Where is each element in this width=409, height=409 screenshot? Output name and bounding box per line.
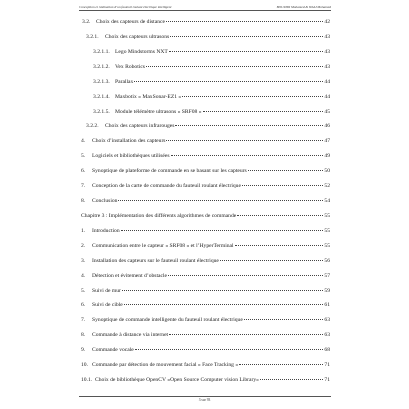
toc-entry-number: 3.2.1.4. xyxy=(93,94,110,100)
toc-entry-number: 3.2.1.1. xyxy=(93,49,110,55)
toc-entry[interactable] xyxy=(81,360,330,369)
toc-chapter-entry[interactable] xyxy=(81,211,330,220)
toc-leader-dots xyxy=(242,180,323,186)
toc-entry-title: Logiciels et bibliothèques utilisées xyxy=(92,153,170,159)
toc-entry-page: 71 xyxy=(324,377,330,383)
toc-entry-title: Vex Robotics xyxy=(115,64,145,70)
toc-entry-number: 3.2. xyxy=(82,19,91,25)
toc-entry[interactable] xyxy=(81,166,330,175)
toc-entry[interactable] xyxy=(86,32,330,41)
toc-leader-dots xyxy=(237,210,323,216)
toc-leader-dots xyxy=(169,329,323,335)
toc-entry[interactable] xyxy=(81,136,330,145)
toc-entry-page: 55 xyxy=(324,228,330,234)
toc-leader-dots xyxy=(235,240,324,246)
toc-entry-title: Module télémètre ultrasons « SRF08 » xyxy=(115,109,202,115)
toc-entry-title: Maxbotix « MaxSonar-EZ1 » xyxy=(115,94,182,100)
toc-entry[interactable] xyxy=(93,62,330,71)
toc-entry-page: 55 xyxy=(324,243,330,249)
toc-entry[interactable] xyxy=(81,151,330,160)
toc-leader-dots xyxy=(146,61,323,67)
toc-entry-page: 43 xyxy=(324,34,330,40)
toc-entry[interactable] xyxy=(81,196,330,205)
toc-entry[interactable] xyxy=(93,47,330,56)
toc-entry-number: 1. xyxy=(81,228,86,234)
toc-entry-page: 50 xyxy=(324,168,330,174)
toc-entry-title: Commande vocale xyxy=(92,347,134,353)
toc-entry-page: 46 xyxy=(324,123,330,129)
toc-entry-number: 3. xyxy=(81,258,86,264)
toc-entry-title: Détection et évitement d’obstacle xyxy=(92,273,168,279)
toc-entry-number: 3.2.1.5. xyxy=(93,109,110,115)
toc-entry-page: 54 xyxy=(324,198,330,204)
toc-entry-title: Chapitre 3 : Implémentation des différents algorithmes de commande xyxy=(81,213,237,219)
toc-leader-dots xyxy=(171,150,324,156)
toc-entry-title: Choix de bibliothèque OpenCV «Open Source Computer vision Library» xyxy=(95,377,259,383)
toc-entry-page: 56 xyxy=(324,258,330,264)
toc-entry-page: 63 xyxy=(324,332,330,338)
toc-entry-number: 8. xyxy=(81,332,86,338)
toc-entry-number: 3.2.1. xyxy=(86,34,99,40)
toc-entry-title: Communication entre le capteur « SRF08 » et l’HyperTerminal xyxy=(92,243,234,249)
toc-entry[interactable] xyxy=(81,181,330,190)
toc-entry-page: 68 xyxy=(324,347,330,353)
toc-entry-number: 7. xyxy=(81,183,86,189)
toc-entry[interactable] xyxy=(93,92,330,101)
toc-entry-title: Conclusion xyxy=(92,198,118,204)
toc-entry-number: 7. xyxy=(81,317,86,323)
toc-entry-number: 5. xyxy=(81,153,86,159)
toc-entry-title: Suivi de cible xyxy=(92,302,123,308)
toc-entry-page: 43 xyxy=(324,64,330,70)
toc-entry-number: 3.2.2. xyxy=(86,123,99,129)
toc-leader-dots xyxy=(166,16,323,22)
toc-entry-number: 5. xyxy=(81,288,86,294)
toc-leader-dots xyxy=(244,314,324,320)
toc-entry-title: Commande par détection de mouvement facial « Face Tracking » xyxy=(92,362,239,368)
toc-leader-dots xyxy=(124,299,324,305)
toc-entry-title: Choix des capteurs ultrasons xyxy=(105,34,170,40)
toc-entry-number: 9. xyxy=(81,347,86,353)
toc-entry-page: 49 xyxy=(324,153,330,159)
footer-rule xyxy=(79,396,331,397)
toc-entry-page: 47 xyxy=(324,138,330,144)
toc-entry-number: 10.1. xyxy=(81,377,93,383)
toc-entry-page: 71 xyxy=(324,362,330,368)
toc-leader-dots xyxy=(166,135,323,141)
toc-entry[interactable] xyxy=(81,256,330,265)
toc-leader-dots xyxy=(175,120,323,126)
toc-leader-dots xyxy=(135,344,324,350)
header-rule xyxy=(79,10,331,11)
toc-entry-title: Synoptique de plateforme de commande en se basant sur les capteurs xyxy=(92,168,247,174)
toc-entry[interactable] xyxy=(82,17,330,26)
toc-entry[interactable] xyxy=(81,375,330,384)
toc-leader-dots xyxy=(203,106,324,112)
toc-entry-page: 45 xyxy=(324,109,330,115)
toc-leader-dots xyxy=(260,374,323,380)
toc-entry-title: Introduction xyxy=(92,228,120,234)
toc-leader-dots xyxy=(168,270,323,276)
toc-entry[interactable] xyxy=(81,241,330,250)
toc-entry[interactable] xyxy=(93,107,330,116)
toc-entry[interactable] xyxy=(81,226,330,235)
toc-leader-dots xyxy=(122,285,324,291)
toc-entry-title: Choix d’installation des capteurs xyxy=(92,138,166,144)
toc-entry[interactable] xyxy=(93,77,330,86)
toc-entry-number: 4. xyxy=(81,273,86,279)
toc-entry-page: 42 xyxy=(324,19,330,25)
header-title: Conception et réalisation d’un fauteuil roulant électrique intelligent xyxy=(79,5,172,9)
toc-leader-dots xyxy=(118,195,323,201)
toc-entry-number: 6. xyxy=(81,302,86,308)
toc-entry[interactable] xyxy=(81,330,330,339)
toc-entry-page: 57 xyxy=(324,273,330,279)
toc-entry[interactable] xyxy=(81,300,330,309)
toc-entry[interactable] xyxy=(81,345,330,354)
toc-entry[interactable] xyxy=(81,315,330,324)
toc-entry[interactable] xyxy=(86,121,330,130)
toc-entry-page: 44 xyxy=(324,94,330,100)
toc-entry-title: Installation des capteurs sur le fauteuil roulant électrique xyxy=(92,258,219,264)
toc-entry-number: 3.2.1.2. xyxy=(93,64,110,70)
toc-entry-title: Conception de la carte de commande du fauteuil roulant électrique xyxy=(92,183,241,189)
toc-leader-dots xyxy=(169,46,324,52)
page-number-footer: 3 sur 93 xyxy=(198,398,211,402)
toc-entry-title: Synoptique de commande intelligente du fauteuil roulant électrique xyxy=(92,317,243,323)
toc-entry[interactable] xyxy=(81,286,330,295)
toc-leader-dots xyxy=(134,76,323,82)
toc-entry-title: Commande à distance via internet xyxy=(92,332,169,338)
toc-entry-number: 4. xyxy=(81,138,86,144)
header-authors: BOUZIDI Mohamed & WALI Mohamed xyxy=(276,5,331,9)
toc-entry-page: 59 xyxy=(324,288,330,294)
toc-entry-title: Choix des capteurs de distance xyxy=(96,19,165,25)
toc-entry-title: Lego Mindstorms NXT xyxy=(115,49,168,55)
toc-entry[interactable] xyxy=(81,271,330,280)
toc-leader-dots xyxy=(248,165,324,171)
toc-leader-dots xyxy=(170,31,323,37)
toc-entry-number: 3.2.1.3. xyxy=(93,79,110,85)
toc-entry-page: 55 xyxy=(324,213,330,219)
toc-leader-dots xyxy=(182,91,323,97)
toc-leader-dots xyxy=(220,255,324,261)
toc-entry-number: 6. xyxy=(81,168,86,174)
toc-entry-page: 63 xyxy=(324,317,330,323)
toc-entry-title: Suivi de mur xyxy=(92,288,121,294)
toc-entry-title: Choix des capteurs infrarouges xyxy=(105,123,175,129)
toc-entry-title: Parallax xyxy=(115,79,134,85)
toc-entry-number: 2. xyxy=(81,243,86,249)
toc-entry-number: 10. xyxy=(81,362,88,368)
toc-entry-page: 52 xyxy=(324,183,330,189)
toc-entry-number: 8. xyxy=(81,198,86,204)
toc-entry-page: 61 xyxy=(324,302,330,308)
toc-entry-page: 43 xyxy=(324,49,330,55)
toc-leader-dots xyxy=(239,359,323,365)
toc-entry-page: 44 xyxy=(324,79,330,85)
toc-leader-dots xyxy=(121,225,324,231)
